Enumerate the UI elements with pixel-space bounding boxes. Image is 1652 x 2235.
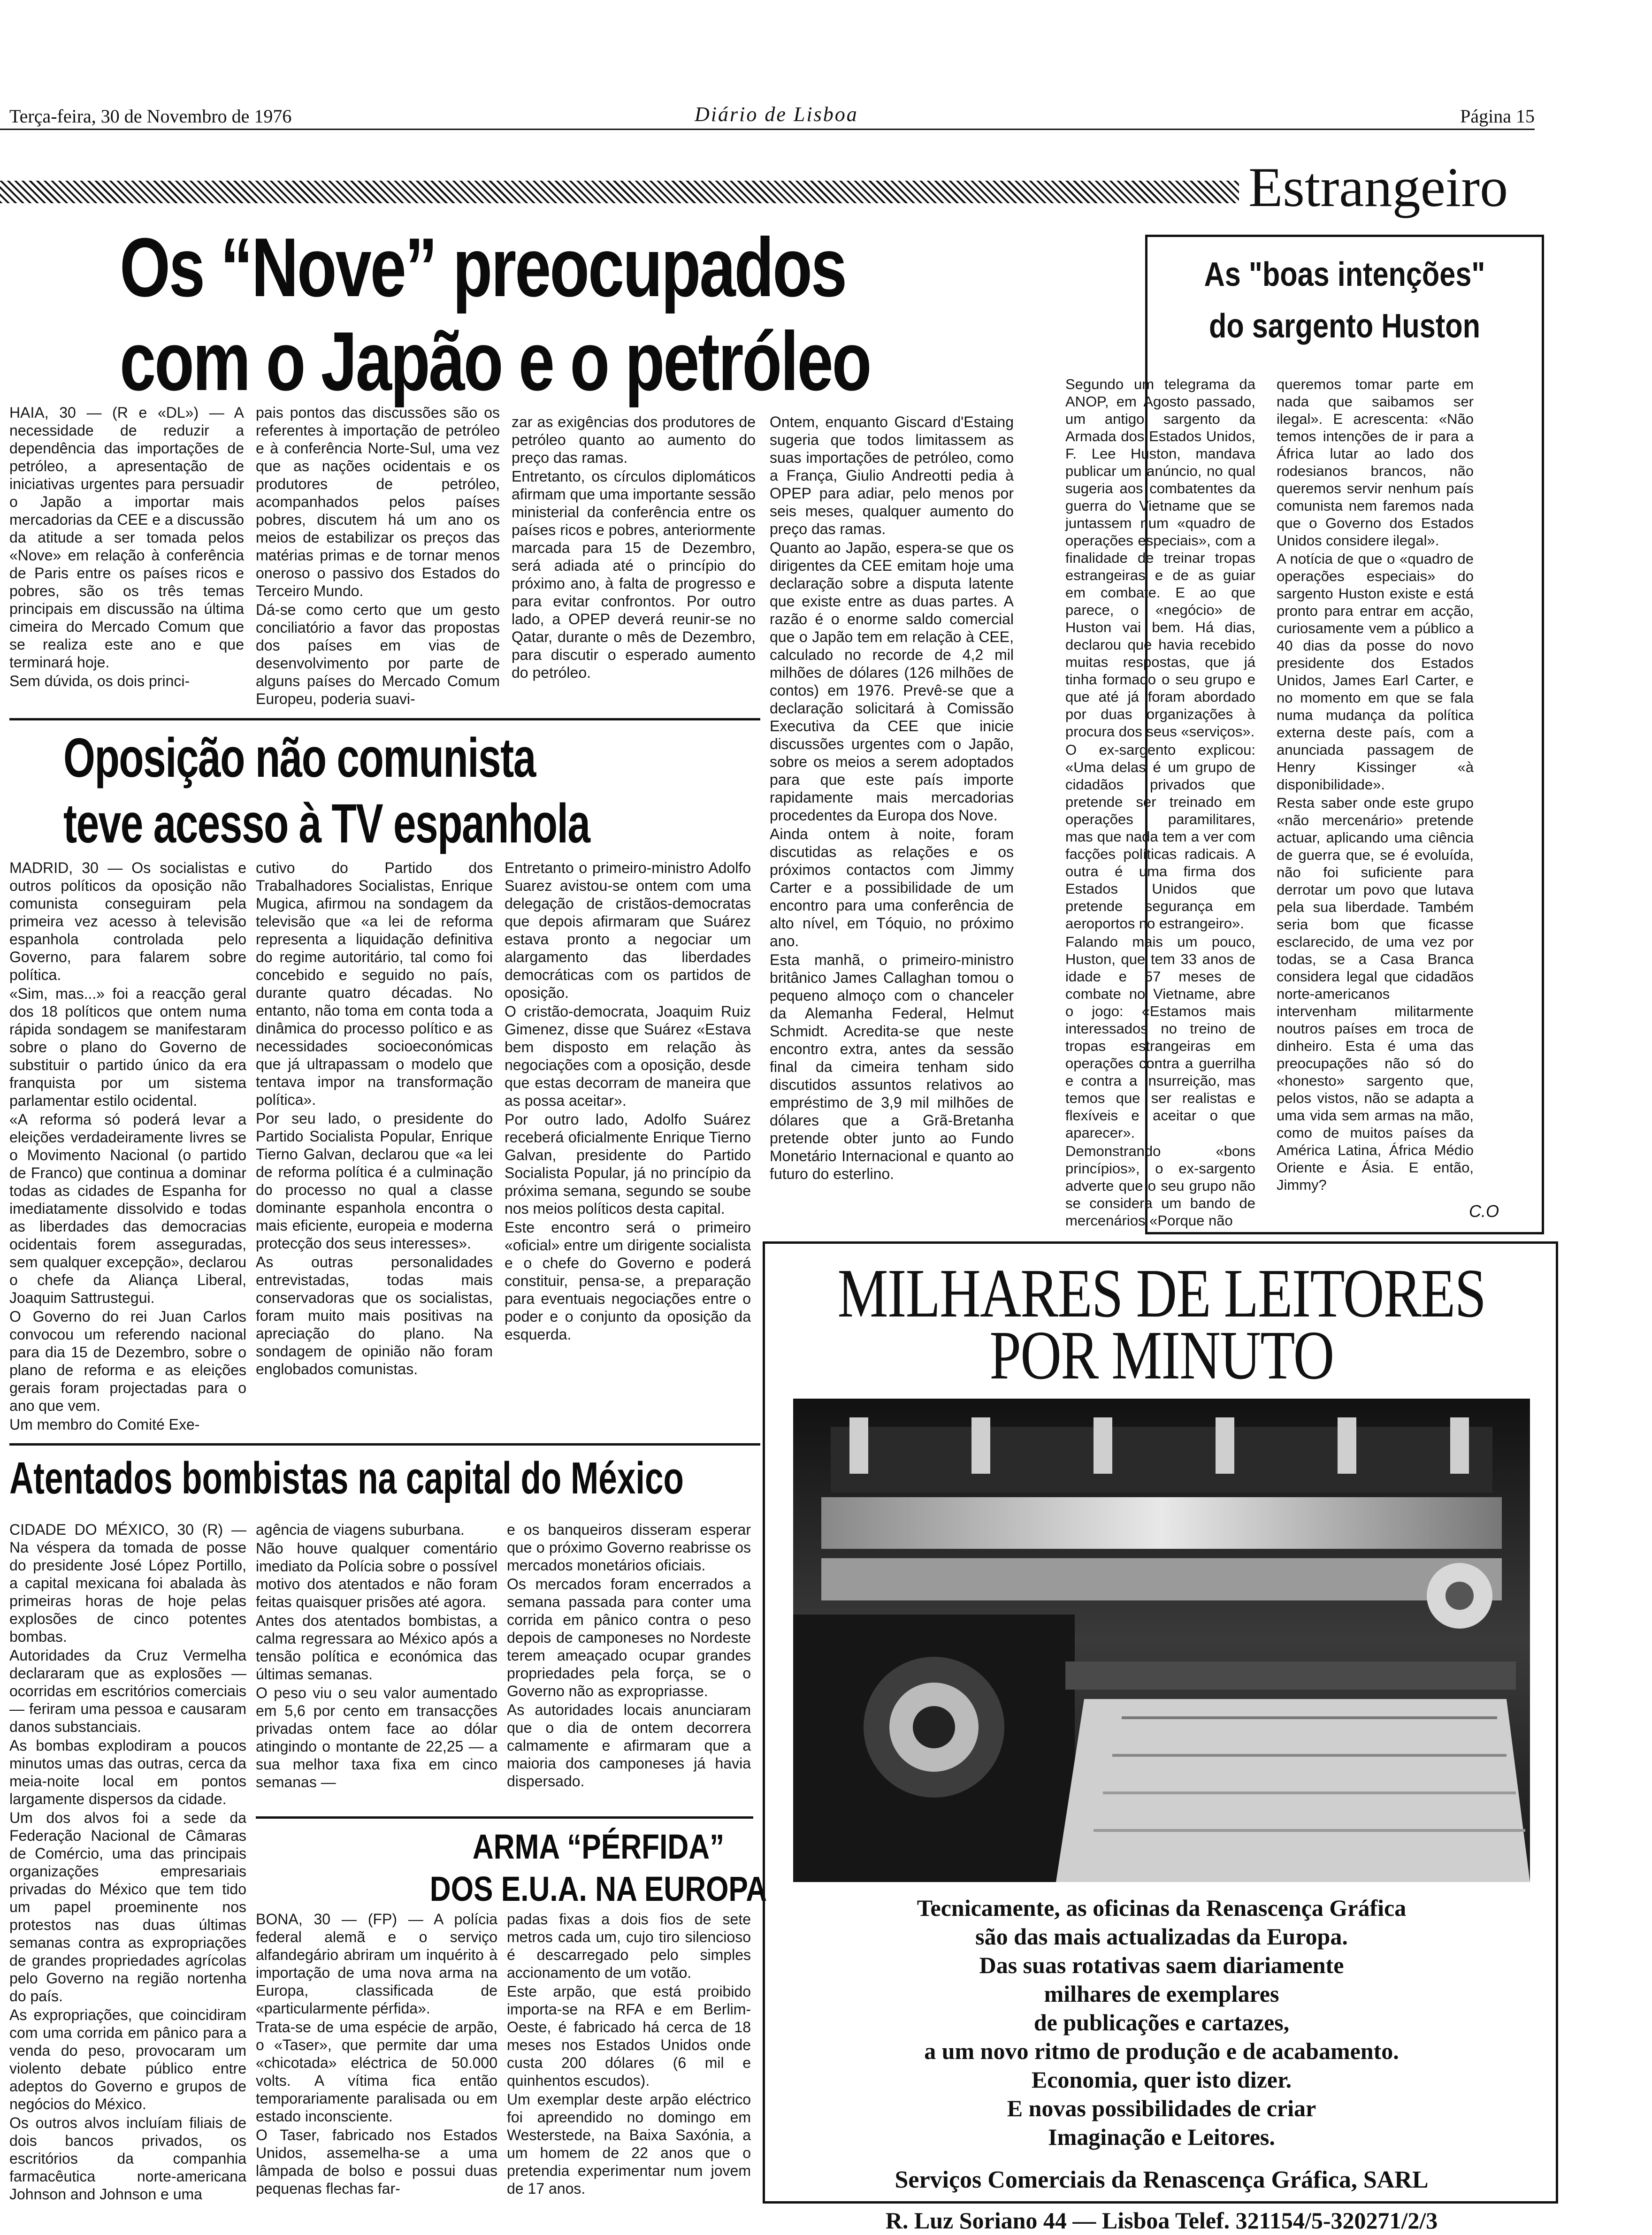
advert-line: Economia, quer isto dizer. [1031, 2067, 1292, 2093]
oposicao-col2-para: As outras personalidades entrevistadas, todas mais conservadoras que os socialistas, foram muito mais positivas na apreciação do plano. Na sondagem de opinião não foram englobados comunistas. [256, 1254, 493, 1378]
oposicao-col2-para: Por seu lado, o presidente do Partido Socialista Popular, Enrique Tierno Galvan, declarou que «a lei de reforma política é a culminação do processo no qual a classe dominante espanhola encontra o mais eficiente, europeia e moderna protecção dos seus interesses». [256, 1110, 493, 1252]
atentados-column-3 [507, 1521, 751, 1812]
masthead [0, 94, 1652, 136]
sidebar-signature: C.O [1469, 1202, 1499, 1221]
sidebar-col1-para: Falando mais um pouco, Huston, que tem 33 anos de idade e 57 meses de combate no Vietname, abre o jogo: «Estamos mais interessados no treino de tropas estrangeiras em operações contra a guerrilha e contra a insurreição, mas temos que ser realistas e flexíveis e aceitar o que aparecer». [1065, 934, 1255, 1141]
nove-col1-para: HAIA, 30 — (R e «DL») — A necessidade de reduzir a dependência das importações de petróleo, a apresentação de iniciativas urgentes para persuadir o Japão a importar mais mercadorias da CEE e a discussão da atitude a ser tomada pelos «Nove» em relação à conferência de Paris entre os países ricos e pobres, são os três temas principais em discussão na última cimeira do Mercado Comum que se realiza este ano e que terminará hoje. [9, 404, 244, 671]
sidebar-column-1 [1065, 375, 1255, 1229]
atentados-col1-para: As expropriações, que coincidiram com uma corrida em pânico para a venda do peso, provocaram um violento debate público entre adeptos do Governo e grupos de negócios do México. [9, 2006, 246, 2113]
advert-line: Imaginação e Leitores. [1048, 2124, 1275, 2150]
headline-nove-line2: com o Japão e o petróleo [120, 314, 871, 408]
arma-col1-para: BONA, 30 — (FP) — A polícia federal alemã e o serviço alfandegário abriram um inquérito à importação de uma nova arma na Europa, classificada de «particularmente pérfida». [256, 1911, 497, 2017]
sidebar-col1-para: Demonstrando «bons princípios», o ex-sargento adverte que o seu grupo não se considera um bando de mercenários «Porque não [1065, 1143, 1255, 1229]
arma-column-1 [256, 1910, 497, 2204]
sidebar-col2-para: A notícia de que o «quadro de operações especiais» do sargento Huston existe e está pronto para entrar em acção, curiosamente vem a público a 40 dias da posse do novo presidente dos Estados Unidos, James Earl Carter, e no momento em que se fala numa mudança da política externa deste país, com a anunciada passagem de Henry Kissinger «à disponibilidade». [1277, 551, 1474, 793]
newspaper-name: Diário de Lisboa [695, 103, 858, 126]
sidebar-title-line2: do sargento Huston [1209, 307, 1480, 345]
advert-line: E novas possibilidades de criar [1007, 2095, 1316, 2121]
oposicao-col3-para: Entretanto o primeiro-ministro Adolfo Suarez avistou-se ontem com uma delegação de cristãos-democratas que depois afirmaram que Suárez estava pronto a negociar um alargamento das liberdades democráticas com os partidos de oposição. [505, 859, 751, 1001]
sidebar-title-line1: As "boas intenções" [1204, 256, 1485, 293]
advert-address: R. Luz Soriano 44 — Lisboa Telef. 321154/5-320271/2/3 [885, 2207, 1438, 2234]
arma-col2-para: Este arpão, que está proibido importa-se na RFA e em Berlim-Oeste, é fabricado há cerca de 18 meses nos Estados Unidos onde custa 200 dólares (6 mil e quinhentos escudos). [507, 1983, 751, 2089]
oposicao-col1-para: «A reforma só poderá levar a eleições verdadeiramente livres se o Movimento Nacional (o partido de Franco) que continua a dominar todas as cidades de Espanha for imediatamente dissolvido e todas as liberdades das democracias ocidentais forem asseguradas, sem qualquer excepção», declarou o chefe da Aliança Liberal, Joaquim Sattrustegui. [9, 1111, 246, 1306]
nove-column-2 [256, 404, 500, 709]
divider [9, 1443, 760, 1446]
divider [9, 718, 760, 720]
advert-line: a um novo ritmo de produção e de acabamento. [924, 2038, 1399, 2064]
oposicao-col3-para: Este encontro será o primeiro «oficial» entre um dirigente socialista e o chefe do Governo e poderá constituir, pensa-se, a preparação para eventuais negociações entre o poder e o conjunto da oposição da esquerda. [505, 1219, 751, 1343]
advert-firm: Serviços Comerciais da Renascença Gráfica, SARL [895, 2166, 1429, 2193]
sidebar-column-2 [1277, 375, 1474, 1202]
atentados-col1-para: Um dos alvos foi a sede da Federação Nacional de Câmaras de Comércio, uma das principais organizações empresariais privadas do México que tem tido um papel proeminente nos protestos nas duas últimas semanas contra as expropriações de grandes propriedades agrícolas pelo Governo na região nortenha do país. [9, 1809, 246, 2005]
headline-atentados: Atentados bombistas na capital do México [9, 1453, 684, 1503]
sidebar-col2-para: queremos tomar parte em nada que saibamos ser ilegal». E acrescenta: «Não temos intenções de ir para a África lutar ao lado dos rodesianos brancos, não queremos servir nenhum país comunista nem faremos nada que o Governo dos Estados Unidos considere ilegal». [1277, 376, 1474, 549]
nove-column-3 [512, 413, 756, 709]
headline-arma [372, 1826, 825, 1910]
atentados-column-1 [9, 1521, 246, 2204]
headline-arma-line1: ARMA “PÉRFIDA” [472, 1827, 725, 1866]
atentados-col3-para: Os mercados foram encerrados a semana passada para conter uma corrida em pânico contra o peso depois de camponeses no Nordeste terem ameaçado ocupar grandes propriedades pela força, se o Governo não as expropriasse. [507, 1576, 751, 1699]
headline-oposicao [63, 725, 862, 857]
atentados-col2-para: O peso viu o seu valor aumentado em 5,6 por cento em transacções privadas ontem face ao dólar atingindo o montante de 22,25 — a sua melhor taxa fixa em cinco semanas — [256, 1684, 497, 1791]
issue-date: Terça-feira, 30 de Novembro de 1976 [9, 106, 292, 127]
oposicao-column-3 [505, 859, 751, 1450]
advert-line: milhares de exemplares [1044, 1981, 1279, 2007]
atentados-col1-para: Autoridades da Cruz Vermelha declararam que as explosões — ocorridas em escritórios comerciais — feriram uma pessoa e causaram danos substanciais. [9, 1647, 246, 1735]
arma-col1-para: O Taser, fabricado nos Estados Unidos, assemelha-se a uma lâmpada de bolso e possui duas pequenas flechas far- [256, 2127, 497, 2197]
headline-nove [120, 221, 1035, 408]
advert-text [770, 1894, 1553, 2235]
advert-line: Tecnicamente, as oficinas da Renascença Gráfica [917, 1895, 1407, 1921]
nove-col1-para: Sem dúvida, os dois princi- [9, 673, 190, 689]
oposicao-column-2 [256, 859, 493, 1450]
atentados-col1-para: CIDADE DO MÉXICO, 30 (R) — Na véspera da tomada de posse do presidente José López Portillo, a capital mexicana foi abalada às primeiras horas de hoje pelas explosões de cinco potentes bombas. [9, 1521, 246, 1645]
atentados-col3-para: As autoridades locais anunciaram que o dia de ontem decorrera calmamente e afirmaram que a maioria dos camponeses já havia dispersado. [507, 1701, 751, 1790]
nove-column-1 [9, 404, 244, 709]
press-photo [793, 1399, 1530, 1882]
atentados-col2-para: Antes dos atentados bombistas, a calma regressara ao México após a tensão política e económica das últimas semanas. [256, 1612, 497, 1683]
arma-col2-para: Um exemplar deste arpão eléctrico foi apreendido no domingo em Westerstede, na Baixa Saxónia, a um homem de 22 anos que o pretendia experimentar num jovem de 17 anos. [507, 2091, 751, 2197]
section-band [0, 181, 1239, 203]
arma-col1-para: Trata-se de uma espécie de arpão, o «Taser», que permite dar uma «chicotada» eléctrica de 50.000 volts. A vítima fica então temporariamente paralisada ou em estado inconsciente. [256, 2019, 497, 2125]
advert-line: são das mais actualizadas da Europa. [975, 1923, 1348, 1950]
nove-col4-para: Ainda ontem à noite, foram discutidas as relações e os próximos contactos com Jimmy Carter e a possibilidade de um encontro para uma conferência de alto nível, em Tóquio, no próximo ano. [770, 826, 1014, 949]
atentados-column-2 [256, 1521, 497, 1812]
advert-title [836, 1255, 1487, 1394]
headline-nove-line1: Os “Nove” preocupados [120, 221, 846, 314]
masthead-rule [0, 129, 1535, 130]
oposicao-col1-para: O Governo do rei Juan Carlos convocou um referendo nacional para dia 15 de Dezembro, sobre o plano de reforma e as eleições gerais foram projectadas para o ano que vem. [9, 1308, 246, 1414]
arma-column-2 [507, 1910, 751, 2204]
headline-oposicao-line1: Oposição não comunista [63, 727, 535, 789]
oposicao-col1-para: Um membro do Comité Exe- [9, 1416, 200, 1433]
atentados-col1-para: Os outros alvos incluíam filiais de dois bancos privados, os escritórios da companhia farmacêutica norte-americana Johnson and Johnson e uma [9, 2114, 246, 2203]
oposicao-col3-para: O cristão-democrata, Joaquim Ruiz Gimenez, disse que Suárez «Estava bem disposto em relação às negociações com a oposição, desde que estas decorram de maneira que as possa aceitar». [505, 1003, 751, 1109]
nove-col4-para: Ontem, enquanto Giscard d'Estaing sugeria que todos limitassem as suas importações de petróleo, como a França, Giulio Andreotti pedia à OPEP para adiar, pelo menos por seis meses, qualquer aumento do preço das ramas. [770, 413, 1014, 537]
nove-col3-para: zar as exigências dos produtores de petróleo quanto ao aumento do preço das ramas. [512, 413, 756, 466]
page-number: Página 15 [1460, 106, 1535, 127]
headline-oposicao-line2: teve acesso à TV espanhola [63, 793, 590, 855]
printing-press-image [793, 1399, 1530, 1882]
divider [256, 1816, 753, 1819]
sidebar-col1-para: Segundo um telegrama da ANOP, em Agosto passado, um antigo sargento da Armada dos Estados Unidos, F. Lee Huston, mandava publicar um anúncio, no qual sugeria aos combatentes da guerra do Vietname que se juntassem num «quadro de operações especiais», com a finalidade de treinar tropas estrangeiras e de as guiar em combate. E ao que parece, o «negócio» de Huston vai bem. Há dias, declarou que havia recebido muitas respostas, que já tinha formado o seu grupo e que até já foram abordado por duas organizações à procura dos seus «serviços». [1065, 376, 1255, 740]
sidebar-col2-para: Resta saber onde este grupo «não mercenário» pretende actuar, aplicando uma ciência de guerra que, se é evoluída, não foi suficiente para derrotar um povo que lutava pela sua liberdade. Também seria bom que ficasse esclarecido, de uma vez por todas, se a Casa Branca considera legal que cidadãos norte-americanos intervenham militarmente noutros países em troca de dinheiro. Esta é uma das preocupações não só do «honesto» sargento que, pelos vistos, não se adapta a uma vida sem armas na mão, como de muitos países da América Latina, África Médio Oriente e Ásia. E então, Jimmy? [1277, 795, 1474, 1193]
oposicao-col1-para: MADRID, 30 — Os socialistas e outros políticos da oposição não comunista conseguiram pela primeira vez acesso à televisão espanhola controlada pelo Governo, para falarem sobre política. [9, 859, 246, 983]
oposicao-col2-para: cutivo do Partido dos Trabalhadores Socialistas, Enrique Mugica, afirmou na sondagem da televisão que «a lei de reforma representa a liquidação definitiva do regime autoritário, tal como foi concebido e seguido no país, durante quatro décadas. No entanto, não toma em conta toda a dinâmica do processo político e as necessidades socioeconómicas que já ultrapassam o modelo que tentava impor na transformação política». [256, 859, 493, 1108]
atentados-col2-para: agência de viagens suburbana. [256, 1521, 465, 1538]
nove-col4-para: Quanto ao Japão, espera-se que os dirigentes da CEE emitam hoje uma declaração sobre a disputa latente que existe entre as duas partes. A razão é o enorme saldo comercial que o Japão tem em relação à CEE, calculado no recorde de 4,2 mil milhões de dólares (126 milhões de contos) em 1976. Prevê-se que a declaração solicitará à Comissão Executiva da CEE que inicie discussões urgentes com o Japão, sobre os meios a serem adoptados para que este país importe rapidamente mais mercadorias procedentes da Europa dos Nove. [770, 539, 1014, 824]
advert-title-line1: MILHARES DE LEITORES [837, 1255, 1486, 1332]
atentados-col2-para: Não houve qualquer comentário imediato da Polícia sobre o possível motivo dos atentados e não foram feitas quaisquer prisões até agora. [256, 1540, 497, 1610]
oposicao-col1-para: «Sim, mas...» foi a reacção geral dos 18 políticos que ontem numa rápida sondagem se manifestaram sobre o plano do Governo de substituir o partido único da era franquista por um sistema parlamentar estilo ocidental. [9, 985, 246, 1109]
oposicao-column-1 [9, 859, 246, 1450]
advert-line: de publicações e cartazes, [1033, 2009, 1290, 2036]
advert-line: Das suas rotativas saem diariamente [979, 1952, 1344, 1978]
sidebar-title [1183, 249, 1507, 352]
nove-col2-para: pais pontos das discussões são os referentes à importação de petróleo e à conferência Norte-Sul, uma vez que as nações ocidentais e os produtores de petróleo, acompanhados pelos países pobres, discutem há um ano os meios de estabilizar os preços das matérias primas e de tornar menos oneroso o passivo dos Estados do Terceiro Mundo. [256, 404, 500, 599]
atentados-col1-para: As bombas explodiram a poucos minutos umas das outras, cerca da meia-noite local em pontos largamente dispersos da cidade. [9, 1737, 246, 1807]
headline-arma-line2: DOS E.U.A. NA EUROPA [429, 1869, 767, 1908]
advert-title-line2: POR MINUTO [989, 1317, 1334, 1394]
nove-col2-para: Dá-se como certo que um gesto conciliatório a favor das propostas dos países em vias de desenvolvimento por parte de alguns países do Mercado Comum Europeu, poderia suavi- [256, 601, 500, 707]
atentados-col3-para: e os banqueiros disseram esperar que o próximo Governo reabrisse os mercados monetários oficiais. [507, 1521, 751, 1574]
nove-col4-para: Esta manhã, o primeiro-ministro britânico James Callaghan tomou o pequeno almoço com o chanceler da Alemanha Federal, Helmut Schmidt. Acredita-se que neste encontro extra, antes da sessão final da cimeira tenham sido discutidos assuntos relativos ao empréstimo de 3,9 mil milhões de dólares que a Grã-Bretanha pretende obter junto ao Fundo Monetário Internacional e quanto ao futuro do esterlino. [770, 951, 1014, 1182]
oposicao-col3-para: Por outro lado, Adolfo Suárez receberá oficialmente Enrique Tierno Galvan, presidente do Partido Socialista Popular, já no princípio da próxima semana, segundo se soube nos meios políticos desta capital. [505, 1111, 751, 1217]
arma-col2-para: padas fixas a dois fios de sete metros cada um, cujo tiro silencioso é descarregado pelo simples accionamento de um votão. [507, 1911, 751, 1981]
section-title: Estrangeiro [1248, 156, 1508, 218]
nove-col3-para: Entretanto, os círculos diplomáticos afirmam que uma importante sessão ministerial da conferência entre os países ricos e pobres, anteriormente marcada para 15 de Dezembro, será adiada até o princípio do próximo ano, à falta de progresso e para evitar confrontos. Por outro lado, a OPEP deverá reunir-se no Qatar, durante o mês de Dezembro, para discutir o esperado aumento do petróleo. [512, 468, 756, 681]
sidebar-col1-para: O ex-sargento explicou: «Uma delas é um grupo de cidadãos privados que pretende ser treinado em operações paramilitares, mas que nada tem a ver com facções políticas radicais. A outra é uma firma dos Estados Unidos que pretende segurança em aeroportos no estrangeiro». [1065, 742, 1255, 932]
